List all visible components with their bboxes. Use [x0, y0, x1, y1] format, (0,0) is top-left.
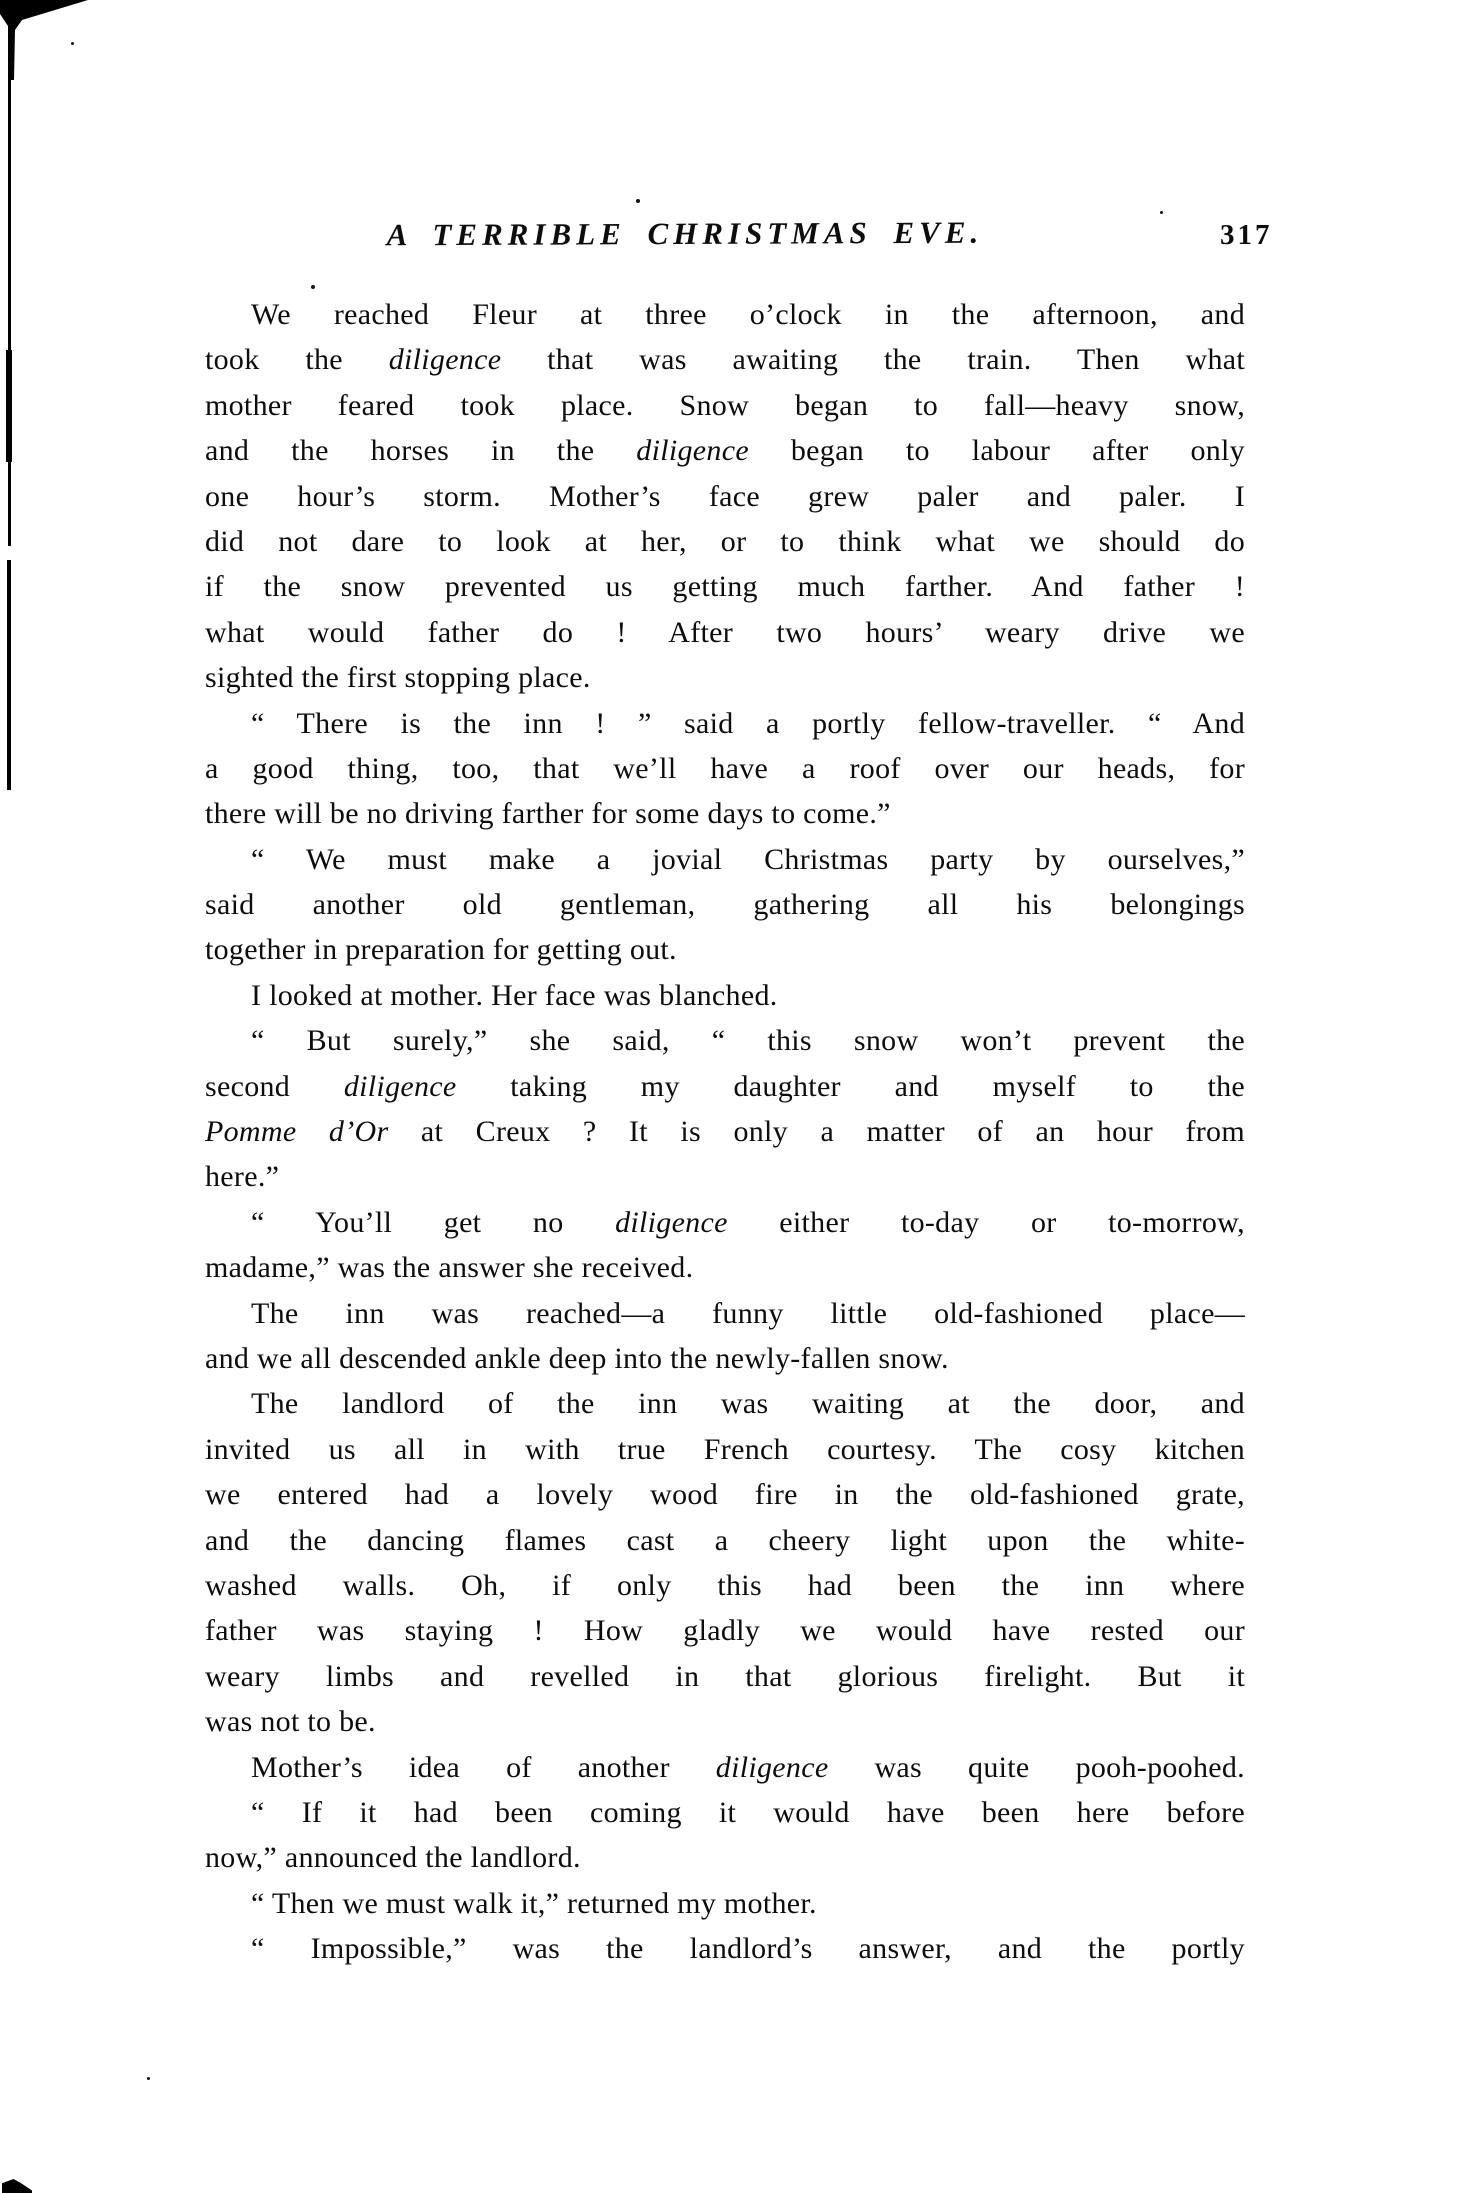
text-line — [205, 882, 1245, 927]
scan-artifact-speck — [1160, 211, 1163, 214]
text-segment: that was awaiting the train. Then what — [501, 343, 1246, 377]
text-segment: began to labour after only — [748, 434, 1245, 468]
text-line — [205, 1654, 1245, 1699]
text-segment: “ If it had been coming it would have been here before — [251, 1795, 1245, 1829]
text-line — [205, 519, 1245, 564]
text-segment: mother feared took place. Snow began to fall—heavy snow, — [205, 388, 1245, 422]
text-segment: We reached Fleur at three o’clock in the afternoon, and — [251, 298, 1245, 331]
text-segment: was not to be. — [205, 1705, 376, 1739]
text-segment: The landlord of the inn was waiting at the door, and — [251, 1387, 1245, 1421]
text-line — [205, 746, 1245, 791]
scan-artifact-speck — [147, 2077, 150, 2080]
text-line — [205, 1790, 1245, 1835]
text-segment: second — [205, 1069, 344, 1103]
text-line — [205, 610, 1245, 655]
text-line — [205, 1291, 1245, 1336]
text-segment: The inn was reached—a funny little old-fashioned place— — [251, 1296, 1245, 1330]
body-text — [205, 292, 1245, 1971]
text-segment: we entered had a lovely wood fire in the old-fashioned grate, — [205, 1478, 1245, 1512]
text-line — [205, 927, 1245, 972]
text-segment: taking my daughter and myself to the — [456, 1069, 1246, 1103]
text-line — [205, 701, 1245, 746]
text-segment: “ But surely,” she said, “ this snow won’t prevent the — [251, 1024, 1245, 1058]
text-segment: “ Impossible,” was the landlord’s answer, and the portly — [251, 1932, 1245, 1966]
text-line — [205, 564, 1245, 609]
text-segment: together in preparation for getting out. — [205, 933, 677, 967]
text-line — [205, 1200, 1245, 1245]
scan-artifact-gutter-line-lower — [7, 560, 11, 790]
scan-artifact-top-left-blot — [0, 0, 92, 80]
text-line — [205, 1154, 1245, 1199]
text-segment: “ Then we must walk it,” returned my mother. — [251, 1886, 817, 1920]
text-segment: weary limbs and revelled in that glorious firelight. But it — [205, 1659, 1245, 1693]
text-segment: washed walls. Oh, if only this had been the inn where — [205, 1568, 1245, 1602]
text-line — [205, 1835, 1245, 1880]
text-segment: either to-day or to-morrow, — [727, 1205, 1245, 1239]
text-segment: father was staying ! How gladly we would have rested our — [205, 1614, 1245, 1648]
text-line — [205, 1064, 1245, 1109]
scan-artifact-gutter-line — [8, 78, 11, 546]
text-line — [205, 1563, 1245, 1608]
text-segment: invited us all in with true French courtesy. The cosy kitchen — [205, 1432, 1245, 1466]
text-line — [205, 383, 1245, 428]
text-segment: said another old gentleman, gathering all his belongings — [205, 888, 1245, 922]
text-segment: one hour’s storm. Mother’s face grew paler and paler. I — [205, 479, 1245, 513]
text-segment: there will be no driving farther for some days to come.” — [205, 797, 891, 831]
text-segment: I looked at mother. Her face was blanched. — [251, 978, 778, 1012]
text-line — [205, 474, 1245, 519]
text-line — [205, 1336, 1245, 1381]
text-segment: “ You’ll get no — [251, 1205, 616, 1239]
text-line — [205, 1472, 1245, 1517]
text-line — [205, 1699, 1245, 1744]
italic-text-segment: diligence — [615, 1205, 728, 1239]
scan-artifact-gutter-line-thick — [6, 350, 12, 462]
italic-text-segment: diligence — [715, 1750, 829, 1784]
text-segment: “ We must make a jovial Christmas party by ourselves,” — [251, 842, 1245, 876]
text-line — [205, 791, 1245, 836]
text-segment: sighted the first stopping place. — [205, 661, 591, 695]
text-segment: was quite pooh-poohed. — [828, 1750, 1245, 1784]
text-line — [205, 1608, 1245, 1653]
text-line — [205, 1518, 1245, 1563]
italic-text-segment: diligence — [636, 434, 749, 468]
italic-text-segment: Pomme d’Or — [205, 1115, 389, 1149]
text-line — [205, 337, 1245, 382]
text-line — [205, 1881, 1245, 1926]
text-segment: “ There is the inn ! ” said a portly fellow-traveller. “ And — [251, 706, 1245, 740]
scan-artifact-speck — [636, 199, 640, 203]
scan-artifact-bottom-left-mark — [2, 2179, 32, 2193]
text-line — [205, 1245, 1245, 1290]
text-segment: and the horses in the — [205, 434, 637, 468]
text-line — [205, 1018, 1245, 1063]
text-segment: madame,” was the answer she received. — [205, 1251, 694, 1285]
text-segment: at Creux ? It is only a matter of an hour from — [388, 1115, 1245, 1149]
text-line — [205, 655, 1245, 700]
text-segment: did not dare to look at her, or to think what we should do — [205, 524, 1245, 558]
running-header: A TERRIBLE CHRISTMAS EVE. — [386, 214, 984, 253]
italic-text-segment: diligence — [343, 1069, 457, 1103]
text-segment: if the snow prevented us getting much farther. And father ! — [205, 570, 1245, 604]
text-line — [205, 292, 1245, 337]
text-segment: and we all descended ankle deep into the newly-fallen snow. — [205, 1341, 949, 1375]
scan-artifact-speck — [311, 285, 315, 289]
text-line — [205, 837, 1245, 882]
text-line — [205, 1109, 1245, 1154]
text-line — [205, 1745, 1245, 1790]
text-segment: now,” announced the landlord. — [205, 1841, 581, 1875]
text-line — [205, 428, 1245, 473]
text-segment: and the dancing flames cast a cheery light upon the white- — [205, 1523, 1245, 1557]
text-line — [205, 1427, 1245, 1472]
text-line — [205, 1926, 1245, 1971]
page-number: 317 — [1220, 219, 1273, 251]
text-segment: took the — [205, 343, 389, 377]
scan-artifact-speck — [71, 42, 74, 45]
text-segment: here.” — [205, 1160, 280, 1194]
text-segment: Mother’s idea of another — [251, 1750, 716, 1784]
text-line — [205, 973, 1245, 1018]
text-segment: a good thing, too, that we’ll have a roof over our heads, for — [205, 751, 1245, 785]
text-line — [205, 1381, 1245, 1426]
text-segment: what would father do ! After two hours’ weary drive we — [205, 615, 1245, 649]
italic-text-segment: diligence — [388, 343, 502, 377]
